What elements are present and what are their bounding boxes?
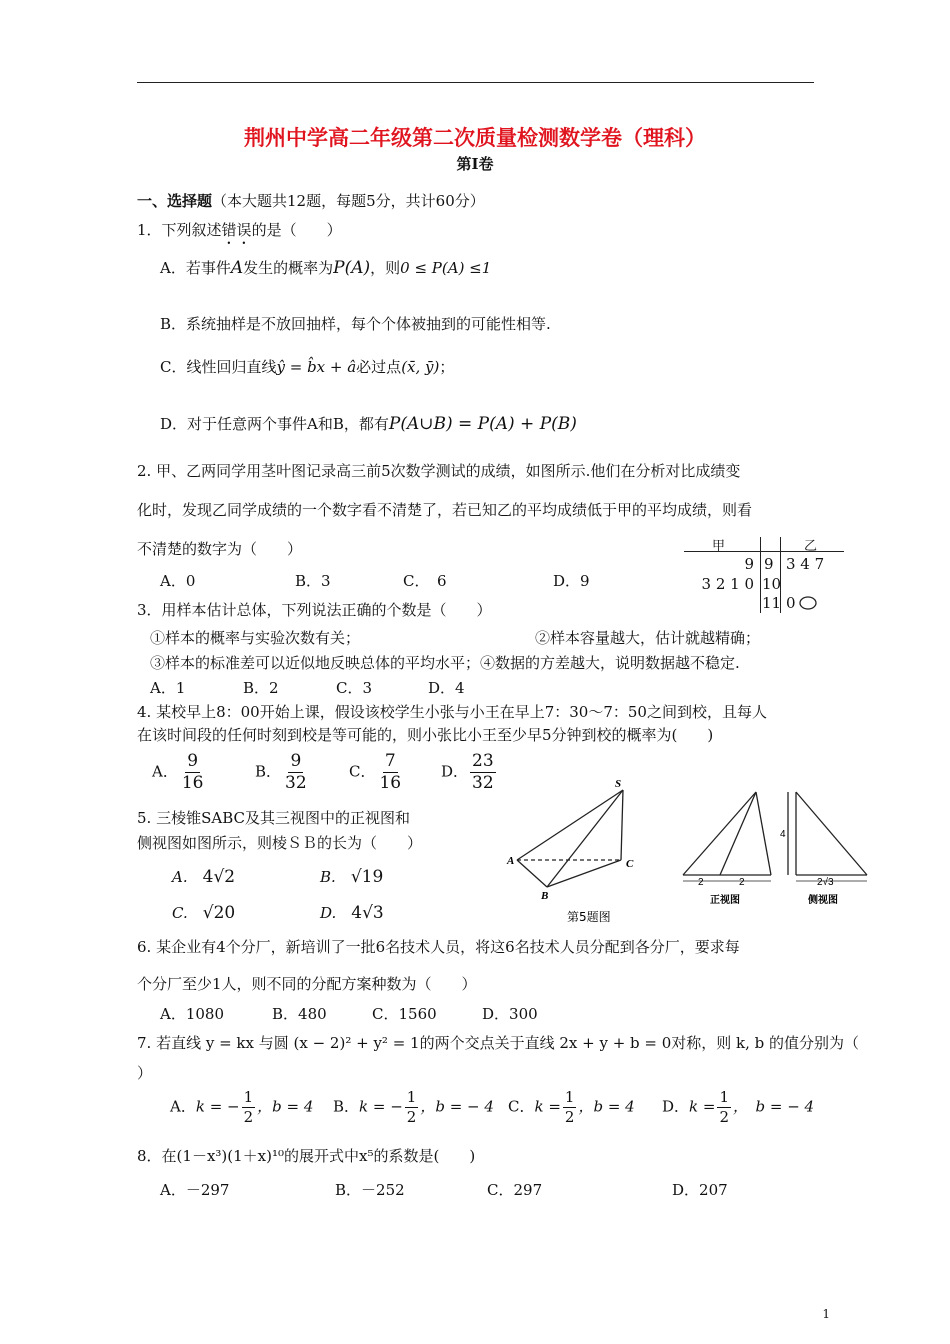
q3-statement-1: ①样本的概率与实验次数有关； — [150, 629, 361, 647]
q4-option-d: D． $\frac{23}{32}$ — [441, 751, 494, 793]
front-view-label: 正视图 — [710, 895, 740, 906]
q2-option-a: A．0 — [160, 572, 196, 590]
question-8-stem: 8．在(1－x³)(1＋x)¹⁰的展开式中x⁵的系数是( ) — [137, 1147, 476, 1165]
label-width-2: 2 — [739, 877, 745, 888]
q6-option-b: B．480 — [272, 1005, 327, 1023]
page-subtitle: 第Ⅰ卷 — [456, 155, 494, 173]
side-view-label: 侧视图 — [808, 895, 838, 906]
section-heading: 一、选择题（本大题共12题，每题5分，共计60分） — [137, 192, 485, 210]
q1-option-a: A．若事件A发生的概率为P(A)，则0 ≤ P(A) ≤1 — [160, 258, 492, 278]
q2-option-d: D．9 — [553, 572, 590, 590]
q1-option-d: D．对于任意两个事件A和B，都有P(A∪B) = P(A) + P(B) — [160, 414, 577, 434]
label-width-1: 2 — [698, 877, 704, 888]
question-1-stem: 1．下列叙述错误的是（ ） — [137, 221, 342, 239]
question-4-line2: 在该时间段的任何时刻到校是等可能的，则小张比小王至少早5分钟到校的概率为( ) — [137, 726, 714, 744]
label-c: C — [626, 858, 634, 870]
plot-head-left: 甲 — [712, 539, 726, 554]
q6-option-c: C．1560 — [372, 1005, 437, 1023]
question-5-line2: 侧视图如图所示，则棱ＳＢ的长为（ ） — [137, 834, 423, 852]
question-7-line2: ） — [137, 1064, 153, 1082]
label-width-3: 2√3 — [817, 877, 834, 888]
label-b: B — [541, 890, 549, 902]
q1-option-c: C．线性回归直线ŷ = b̂x + â必过点(x̄, ȳ)； — [160, 358, 455, 376]
question-7-line1: 7. 若直线 y = kx 与圆 (x − 2)² + y² = 1的两个交点关于直线 2x + y + b = 0对称，则 k, b 的值分别为（ — [137, 1034, 860, 1052]
label-a: A — [507, 855, 515, 867]
q5-option-c: C. √20 — [172, 903, 236, 923]
q2-option-c: C． 6 — [403, 572, 447, 590]
q6-option-a: A．1080 — [160, 1005, 225, 1023]
plot-leaf-right: 0 — [786, 594, 796, 612]
q8-option-b: B．－252 — [335, 1181, 405, 1199]
q7-option-c: C．k = $\frac{1}{2}$ ，b = 4 — [508, 1088, 635, 1126]
smudge-icon — [798, 595, 818, 611]
plot-stem: 9 — [764, 555, 774, 573]
plot-stem: 11 — [762, 594, 782, 612]
label-s: S — [615, 778, 622, 790]
q3-option-b: B．2 — [243, 679, 279, 697]
q1-option-b: B．系统抽样是不放回抽样，每个个体被抽到的可能性相等. — [160, 315, 551, 333]
q3-option-d: D．4 — [428, 679, 465, 697]
page-number: 1 — [822, 1307, 830, 1321]
q3-statement-2: ②样本容量越大，估计就越精确； — [535, 629, 761, 647]
plot-head-right: 乙 — [804, 539, 818, 554]
q4-option-a: A． $\frac{9}{16}$ — [152, 751, 204, 793]
question-6-line1: 6. 某企业有4个分厂，新培训了一批6名技术人员，将这6名技术人员分配到各分厂，要求每 — [137, 938, 740, 956]
q2-option-b: B．3 — [295, 572, 331, 590]
stem-leaf-plot — [684, 535, 844, 615]
plot-leaf-right: 3 4 7 — [786, 555, 825, 573]
q8-option-d: D．207 — [672, 1181, 728, 1199]
label-height: 4 — [780, 829, 786, 840]
q4-option-b: B． $\frac{9}{32}$ — [255, 751, 307, 793]
q5-option-d: D. 4√3 — [320, 903, 384, 923]
q6-option-d: D．300 — [482, 1005, 538, 1023]
q5-option-a: A. 4√2 — [172, 867, 236, 887]
q5-option-b: B. √19 — [320, 867, 384, 887]
question-2-line3: 不清楚的数字为（ ） — [137, 540, 303, 558]
figure-caption: 第5题图 — [567, 910, 611, 924]
plot-leaf-left: 3 2 1 0 — [701, 575, 754, 593]
q8-option-a: A．－297 — [160, 1181, 230, 1199]
page-title: 荆州中学高二年级第二次质量检测数学卷（理科） — [244, 125, 706, 150]
plot-leaf-left: 9 — [744, 555, 754, 573]
pyramid-figure — [505, 775, 875, 925]
q7-option-a: A．k = − $\frac{1}{2}$ ，b = 4 — [170, 1088, 314, 1126]
q3-option-c: C．3 — [336, 679, 373, 697]
question-4-line1: 4. 某校早上8：00开始上课，假设该校学生小张与小王在早上7：30～7：50之间到校，且每人 — [137, 703, 767, 721]
q7-option-b: B．k = − $\frac{1}{2}$ ，b = − 4 — [333, 1088, 494, 1126]
header-rule — [137, 82, 814, 83]
question-6-line2: 个分厂至少1人，则不同的分配方案种数为（ ） — [137, 975, 477, 993]
q4-option-c: C． $\frac{7}{16}$ — [349, 751, 402, 793]
q8-option-c: C．297 — [487, 1181, 543, 1199]
q3-statement-3-4: ③样本的标准差可以近似地反映总体的平均水平；④数据的方差越大，说明数据越不稳定. — [150, 654, 740, 672]
q3-option-a: A．1 — [150, 679, 186, 697]
question-5-line1: 5. 三棱锥SABC及其三视图中的正视图和 — [137, 809, 410, 827]
question-2-line1: 2. 甲、乙两同学用茎叶图记录高三前5次数学测试的成绩，如图所示.他们在分析对比成绩变 — [137, 462, 741, 480]
plot-stem: 10 — [762, 575, 782, 593]
q7-option-d: D．k = $\frac{1}{2}$ ， b = − 4 — [662, 1088, 815, 1126]
question-3-stem: 3．用样本估计总体，下列说法正确的个数是（ ） — [137, 601, 492, 619]
question-2-line2: 化时，发现乙同学成绩的一个数字看不清楚了，若已知乙的平均成绩低于甲的平均成绩，则看 — [137, 501, 753, 519]
